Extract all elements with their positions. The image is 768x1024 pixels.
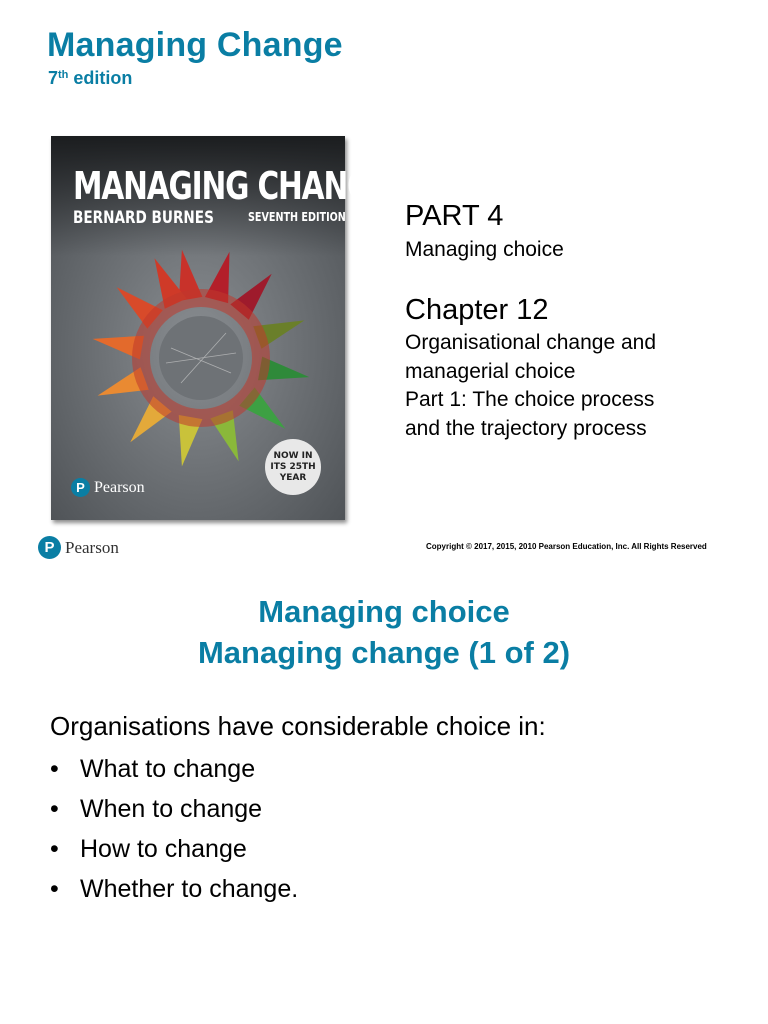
bullet-icon: • xyxy=(50,835,59,863)
edition-label xyxy=(48,68,132,89)
chapter-line: managerial choice xyxy=(405,359,576,383)
cover-publisher-name: Pearson xyxy=(94,478,145,496)
list-item-text: When to change xyxy=(80,795,263,823)
cover-title: MANAGING CHANGE xyxy=(73,164,390,208)
intro-text: Organisations have considerable choice in: xyxy=(50,711,546,741)
slide-heading-line1: Managing choice xyxy=(258,594,510,629)
list-item xyxy=(50,751,298,791)
footer-logo-name: Pearson xyxy=(65,537,119,557)
part-label: PART 4 xyxy=(405,200,504,232)
cover-author: BERNARD BURNES xyxy=(73,208,214,228)
edition-word: edition xyxy=(73,68,133,88)
chapter-line: Part 1: The choice process xyxy=(405,388,655,411)
pearson-icon: P xyxy=(71,478,90,497)
slide-title-heading: Managing Change xyxy=(47,26,343,64)
chapter-label: Chapter 12 xyxy=(405,294,549,326)
bullet-list xyxy=(50,751,298,911)
list-item xyxy=(50,831,298,871)
bullet-icon: • xyxy=(50,755,59,783)
list-item-text: Whether to change. xyxy=(80,875,299,903)
pearson-icon: P xyxy=(38,536,61,559)
slide-heading-line2: Managing change (1 of 2) xyxy=(197,635,571,670)
chapter-line: and the trajectory process xyxy=(405,416,647,440)
bullet-icon: • xyxy=(50,795,59,823)
footer-logo xyxy=(38,536,119,559)
edition-number: 7 xyxy=(48,68,59,88)
cover-edition: SEVENTH EDITION xyxy=(248,210,346,224)
list-item xyxy=(50,871,298,911)
chapter-line: Organisational change and xyxy=(405,331,657,354)
slide-content xyxy=(0,576,768,1024)
cover-badge: NOW IN ITS 25TH YEAR xyxy=(265,439,321,495)
book-cover xyxy=(51,136,390,520)
cover-publisher-logo xyxy=(71,478,145,497)
edition-suffix: th xyxy=(58,69,69,81)
copyright-notice: Copyright © 2017, 2015, 2010 Pearson Education, Inc. All Rights Reserved xyxy=(426,542,707,551)
chapter-description xyxy=(405,329,656,443)
part-subtitle: Managing choice xyxy=(405,238,564,261)
bullet-icon: • xyxy=(50,875,59,903)
list-item-text: How to change xyxy=(80,835,247,863)
list-item-text: What to change xyxy=(80,755,256,783)
list-item xyxy=(50,791,298,831)
